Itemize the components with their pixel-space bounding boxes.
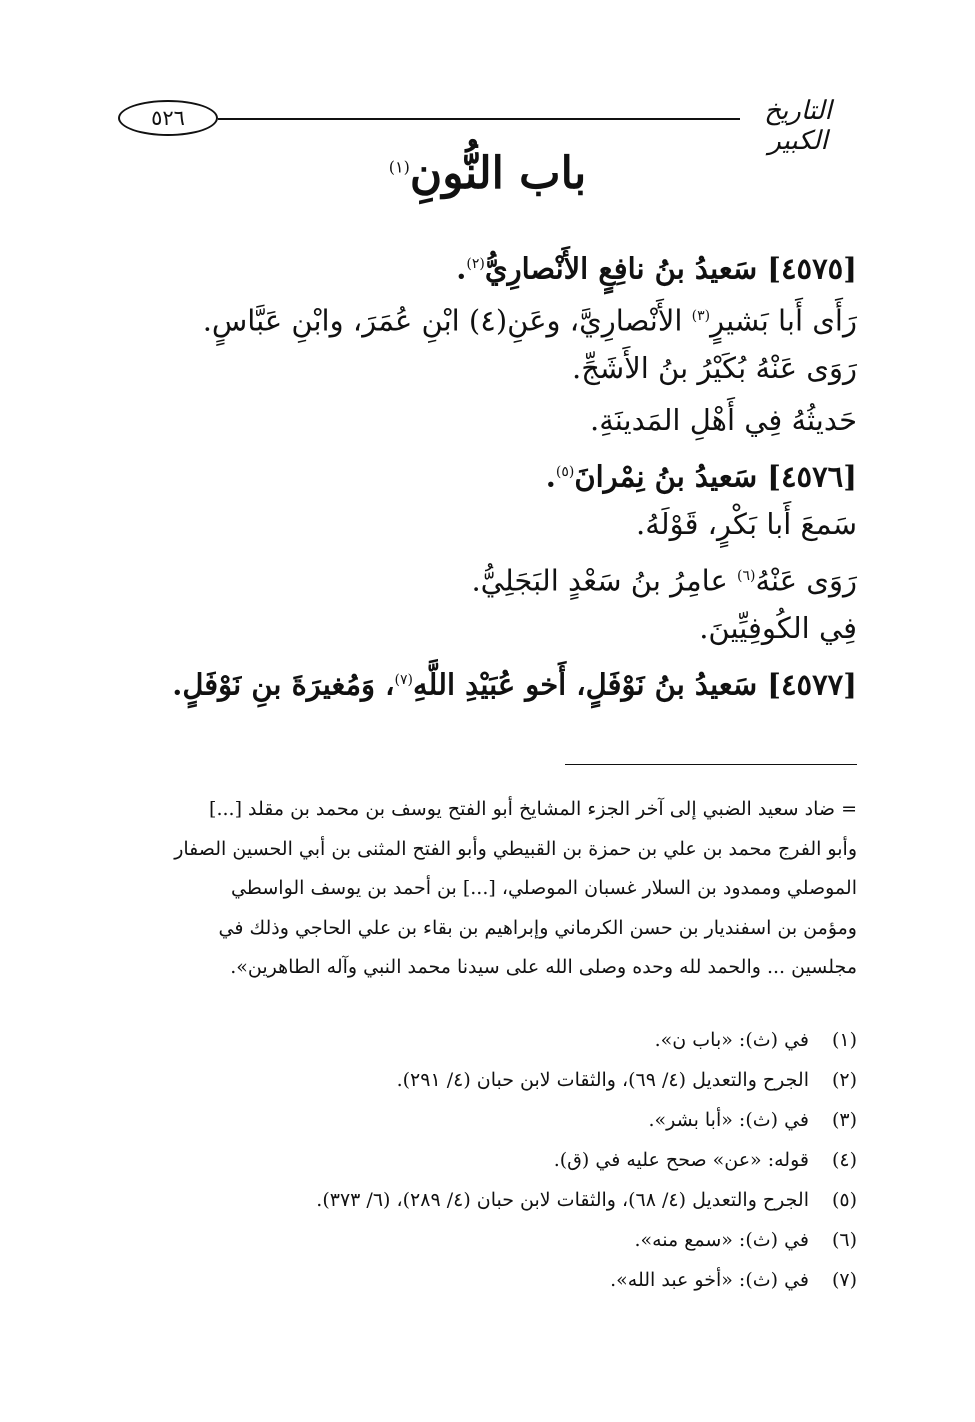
page-number: ٥٢٦ — [118, 100, 218, 136]
footnote-separator — [565, 764, 857, 765]
body-line — [117, 394, 857, 446]
body-line — [117, 342, 857, 394]
footnote — [117, 1140, 857, 1180]
running-header — [118, 96, 858, 156]
footnote-number: (٦) — [831, 1229, 857, 1251]
line-text: سَمعَ أَبا بَكْرٍ، قَوْلَهُ. — [635, 507, 857, 541]
footnote-marker: (٢) — [466, 256, 485, 272]
footnote-text: في (ث): «أخو عبد الله». — [610, 1269, 809, 1291]
footnote — [117, 1180, 857, 1220]
line-tail: عامِرُ بنُ سَعْدٍ البَجَلِيُّ. — [471, 563, 737, 598]
line-text: [٤٥٧٦] سَعيدُ بنُ نِمْرانَ — [574, 459, 857, 494]
line-text: [٤٥٧٥] سَعيدُ بنُ نافِعٍ الأَنْصارِيُّ — [484, 251, 857, 286]
body-line — [117, 498, 857, 550]
entry-heading — [117, 654, 857, 706]
footnote — [117, 1100, 857, 1140]
body-line — [117, 602, 857, 654]
header-rule — [218, 118, 740, 120]
footnote-number: (٤) — [831, 1149, 857, 1171]
line-tail: ، وَمُغيرَةَ بنِ نَوْفَلٍ. — [172, 667, 395, 702]
footnote-text: الجرح والتعديل (٤/ ٦٨)، والثقات لابن حبان (٤/ ٢٨٩)، (٦/ ٣٧٣). — [316, 1189, 809, 1211]
line-text: رَأَى أَبا بَشيرٍ — [710, 303, 857, 338]
footnote-number: (١) — [831, 1029, 857, 1051]
footnote-text: في (ث): «سمع منه». — [634, 1229, 809, 1251]
footnote-text: الجرح والتعديل (٤/ ٦٩)، والثقات لابن حبان (٤/ ٢٩١). — [396, 1069, 809, 1091]
body-text — [117, 238, 857, 706]
entry-heading — [117, 238, 857, 290]
line-tail: الأَنْصارِيَّ، وعَنِ(٤) ابْنِ عُمَرَ، وابْنِ عَبَّاسٍ. — [202, 303, 692, 338]
body-line — [117, 290, 857, 342]
chapter-footnote-marker: (١) — [388, 157, 410, 177]
footnote-marker: (٧) — [394, 672, 413, 688]
footnote — [117, 1260, 857, 1300]
footnote — [117, 1060, 857, 1100]
footnote-number: (٢) — [831, 1069, 857, 1091]
running-title: التاريخ الكبير — [764, 96, 832, 156]
entry-heading — [117, 446, 857, 498]
chapter-title-text: باب النُّونِ — [409, 148, 587, 199]
footnote-text: في (ث): «باب ن». — [654, 1029, 809, 1051]
continuation-line: وأبو الفرج محمد بن علي بن حمزة بن القبيطي وأبو الفتح المثنى بن أبي الحسين الصفار — [174, 837, 857, 860]
line-text: رَوَى عَنْهُ — [755, 563, 857, 598]
line-text: فِي الكُوفِيِّينَ. — [699, 611, 857, 645]
footnote-marker: (٥) — [555, 464, 575, 480]
line-tail: . — [456, 251, 467, 286]
footnote — [117, 1020, 857, 1060]
footnotes — [117, 1020, 857, 1300]
footnote-marker: (٣) — [691, 308, 711, 324]
footnote-marker: (٦) — [737, 568, 756, 584]
continuation-line: مجلسين ... والحمد لله وحده وصلى الله على سيدنا محمد النبي وآله الطاهرين». — [230, 956, 857, 978]
chapter-title — [0, 148, 975, 199]
footnote-number: (٣) — [831, 1109, 857, 1131]
continuation-line: ومؤمن بن اسفنديار بن حسن الكرماني وإبراهيم بن بقاء بن علي الحاجي وذلك في — [218, 916, 857, 939]
footnote-number: (٥) — [831, 1189, 857, 1211]
continuation-line: الموصلي وممدود بن السلار غسبان الموصلي، [...] بن أحمد بن يوسف الواسطي — [230, 877, 857, 899]
line-text: [٤٥٧٧] سَعيدُ بنُ نَوْفَلٍ، أَخو عُبَيْدِ اللَّهِ — [412, 667, 857, 702]
continuation-line: = ضاد سعيد الضبي إلى آخر الجزء المشايخ أبو الفتح يوسف بن محمد بن مقلد [...] — [209, 798, 857, 820]
line-text: حَديثُهُ فِي أَهْلِ المَدينَةِ. — [590, 403, 857, 437]
line-tail: . — [545, 459, 556, 494]
footnote-text: قوله: «عن» صحح عليه في (ق). — [553, 1149, 809, 1171]
footnote — [117, 1220, 857, 1260]
footnote-number: (٧) — [831, 1269, 857, 1291]
body-line — [117, 550, 857, 602]
footnote-continuation — [117, 790, 857, 988]
line-text: رَوَى عَنْهُ بُكَيْرُ بنُ الأَشَجِّ. — [571, 351, 857, 385]
footnote-text: في (ث): «أبا بشر». — [648, 1109, 809, 1131]
